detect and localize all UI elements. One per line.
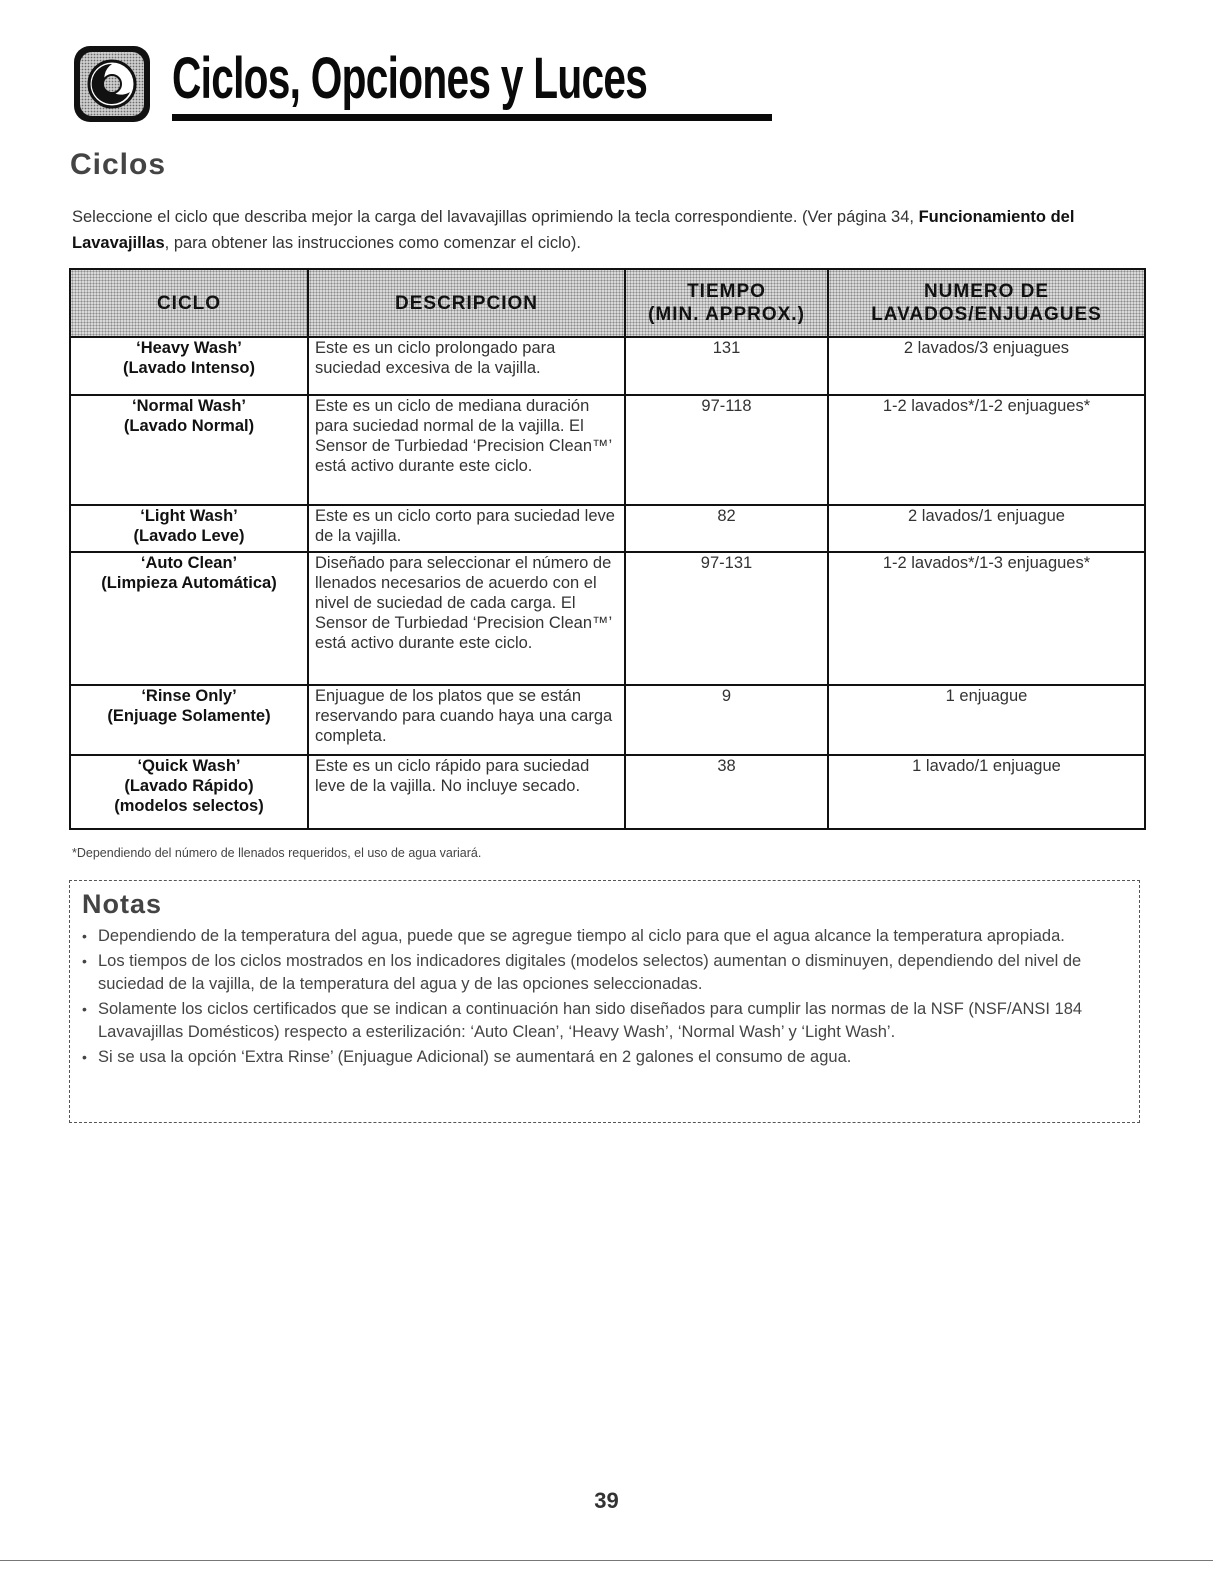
cycle-time: 97-131 — [625, 552, 828, 685]
header-count: NUMERO DE LAVADOS/ENJUAGUES — [828, 269, 1145, 337]
table-row — [70, 685, 1145, 755]
bullet-icon: • — [82, 953, 87, 969]
intro-text-part2: , para obtener las instrucciones como comenzar el ciclo). — [164, 234, 582, 252]
cycle-time: 38 — [625, 755, 828, 829]
table-row — [70, 505, 1145, 552]
notes-list — [80, 925, 1130, 1071]
cycle-name: ‘Light Wash’ (Lavado Leve) — [70, 505, 308, 552]
header-time: TIEMPO (MIN. APPROX.) — [625, 269, 828, 337]
cycle-description: Este es un ciclo prolongado para suciedad excesiva de la vajilla. — [308, 337, 625, 395]
list-item: • Si se usa la opción ‘Extra Rinse’ (Enjuague Adicional) se aumentará en 2 galones el consumo de agua. — [80, 1046, 1130, 1069]
cycle-time: 131 — [625, 337, 828, 395]
cycle-count: 1-2 lavados*/1-2 enjuagues* — [828, 395, 1145, 505]
cycle-name: ‘Auto Clean’ (Limpieza Automática) — [70, 552, 308, 685]
bullet-icon: • — [82, 1049, 87, 1065]
table-row — [70, 755, 1145, 829]
cycle-description: Este es un ciclo corto para suciedad leve de la vajilla. — [308, 505, 625, 552]
bullet-icon: • — [82, 1001, 87, 1017]
cycles-table — [69, 268, 1146, 830]
cycle-time: 9 — [625, 685, 828, 755]
cycle-description: Diseñado para seleccionar el número de llenados necesarios de acuerdo con el nivel de suciedad de cada carga. El Sensor de Turbiedad ‘Precision Clean™’ está activo durante este ciclo. — [308, 552, 625, 685]
cycle-description: Este es un ciclo de mediana duración para suciedad normal de la vajilla. El Sensor de Turbiedad ‘Precision Clean™’ está activo durante este ciclo. — [308, 395, 625, 505]
list-item: • Solamente los ciclos certificados que se indican a continuación han sido diseñados para cumplir las normas de la NSF (NSF/ANSI 184 Lavavajillas Domésticos) respecto a esterilización: ‘Auto Clean’, ‘Heavy Wash’, ‘Normal Wash’ y ‘Light Wash’. — [82, 1000, 1083, 1041]
table-row — [70, 337, 1145, 395]
intro-text-bold: Funcionamiento del Lavavajillas — [72, 208, 1075, 252]
page-number: 39 — [594, 1488, 619, 1513]
intro-text-part1: Seleccione el ciclo que describa mejor la carga del lavavajillas oprimiendo la tecla correspondiente. (Ver página 34, — [72, 208, 919, 226]
cycle-time: 82 — [625, 505, 828, 552]
table-row — [70, 395, 1145, 505]
list-item: • Dependiendo de la temperatura del agua, puede que se agregue tiempo al ciclo para que el agua alcance la temperatura apropiada. — [80, 925, 1130, 948]
cycle-name: ‘Quick Wash’ (Lavado Rápido) (modelos selectos) — [70, 755, 308, 829]
header-cycle: CICLO — [70, 269, 308, 337]
page-title: Ciclos, Opciones y Luces — [172, 46, 648, 111]
header-description: DESCRIPCION — [308, 269, 625, 337]
list-item: • Los tiempos de los ciclos mostrados en los indicadores digitales (modelos selectos) aumentan o disminuyen, dependiendo del nivel de suciedad de la vajilla, de la temperatura del agua y de las opciones seleccionadas. — [82, 952, 1082, 993]
table-row — [70, 552, 1145, 685]
cycle-description: Enjuague de los platos que se están reservando para cuando haya una carga completa. — [308, 685, 625, 755]
cycle-name: ‘Rinse Only’ (Enjuage Solamente) — [70, 685, 308, 755]
cycle-count: 1 lavado/1 enjuague — [828, 755, 1145, 829]
cycle-name: ‘Normal Wash’ (Lavado Normal) — [70, 395, 308, 505]
cycle-count: 2 lavados/3 enjuagues — [828, 337, 1145, 395]
bullet-icon: • — [82, 928, 87, 944]
section-title: Ciclos — [70, 148, 167, 181]
cycle-count: 1 enjuague — [828, 685, 1145, 755]
cycle-count: 2 lavados/1 enjuague — [828, 505, 1145, 552]
dishwasher-cycle-icon — [72, 44, 152, 124]
bottom-divider — [0, 1560, 1213, 1561]
cycle-name: ‘Heavy Wash’ (Lavado Intenso) — [70, 337, 308, 395]
title-underline — [172, 114, 772, 121]
table-footnote: *Dependiendo del número de llenados requeridos, el uso de agua variará. — [72, 846, 482, 860]
cycle-time: 97-118 — [625, 395, 828, 505]
intro-paragraph — [72, 204, 1142, 256]
page-header — [72, 38, 704, 122]
table-header-row — [70, 269, 1145, 337]
notes-box — [69, 880, 1140, 1123]
cycle-description: Este es un ciclo rápido para suciedad leve de la vajilla. No incluye secado. — [308, 755, 625, 829]
notes-title: Notas — [82, 889, 163, 919]
cycle-count: 1-2 lavados*/1-3 enjuagues* — [828, 552, 1145, 685]
